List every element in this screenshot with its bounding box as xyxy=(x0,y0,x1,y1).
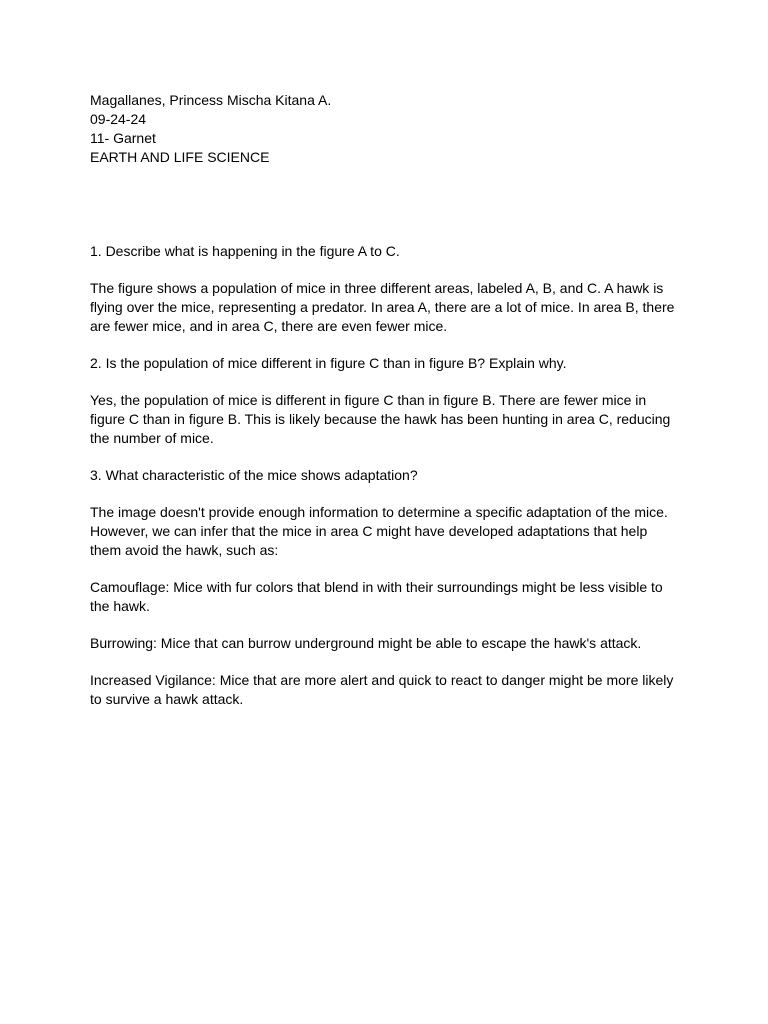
answer-3-camouflage: Camouflage: Mice with fur colors that blend in with their surroundings might be less visible to the hawk. xyxy=(90,579,663,614)
document-header xyxy=(90,91,690,167)
grade-section: 11- Garnet xyxy=(90,130,156,146)
answer-3-burrowing: Burrowing: Mice that can burrow underground might be able to escape the hawk's attack. xyxy=(90,635,642,651)
question-2: 2. Is the population of mice different in figure C than in figure B? Explain why. xyxy=(90,355,567,371)
answer-1: The figure shows a population of mice in three different areas, labeled A, B, and C. A hawk is flying over the mice, representing a predator. In area A, there are a lot of mice. In area B, there are fewer mice, and in area C, there are even fewer mice. xyxy=(90,280,675,334)
student-name: Magallanes, Princess Mischa Kitana A. xyxy=(90,92,332,108)
answer-3-vigilance: Increased Vigilance: Mice that are more alert and quick to react to danger might be more likely to survive a hawk attack. xyxy=(90,672,674,707)
question-1: 1. Describe what is happening in the figure A to C. xyxy=(90,243,400,259)
question-3: 3. What characteristic of the mice shows adaptation? xyxy=(90,467,418,483)
answer-2: Yes, the population of mice is different in figure C than in figure B. There are fewer mice in figure C than in figure B. This is likely because the hawk has been hunting in area C, reducing the number of mice. xyxy=(90,392,671,446)
document-date: 09-24-24 xyxy=(90,111,147,127)
subject-title: EARTH AND LIFE SCIENCE xyxy=(90,149,270,165)
answer-3-intro: The image doesn't provide enough information to determine a specific adaptation of the mice. However, we can infer that the mice in area C might have developed adaptations that help them avoid the hawk, such as: xyxy=(90,504,668,558)
document-body xyxy=(90,242,682,727)
